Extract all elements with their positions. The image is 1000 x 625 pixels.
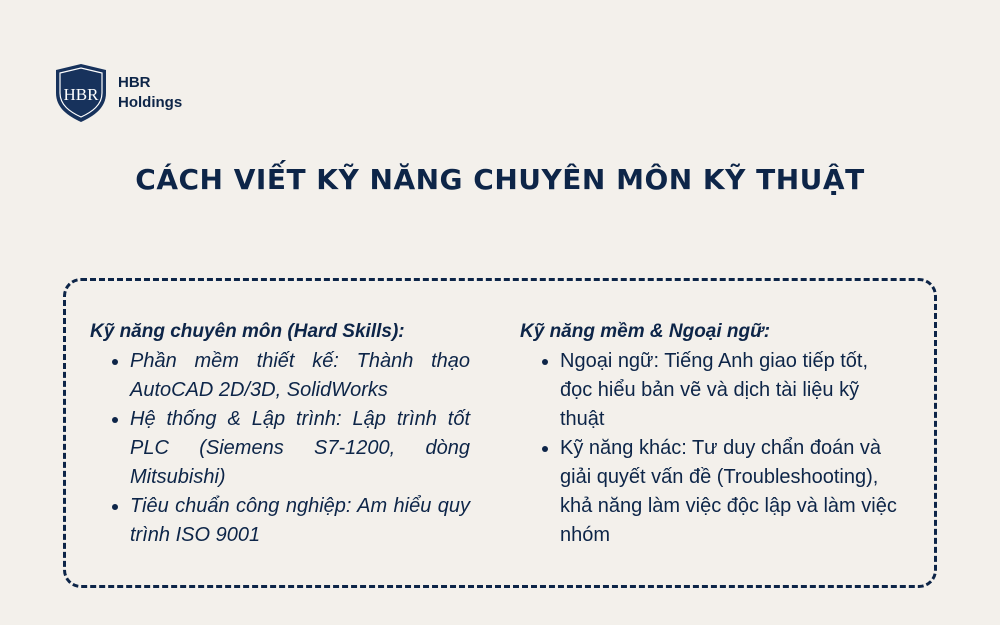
- list-item: • Hệ thống & Lập trình: Lập trình tốt PLC (Siemens S7-1200, dòng Mitsubishi): [130, 405, 470, 492]
- list-item: • Ngoại ngữ: Tiếng Anh giao tiếp tốt, đọc hiểu bản vẽ và dịch tài liệu kỹ thuật: [560, 347, 900, 434]
- hard-skills-heading: Kỹ năng chuyên môn (Hard Skills):: [90, 321, 405, 342]
- logo-line-2: Holdings: [118, 94, 183, 111]
- hard-skills-list: [90, 347, 470, 550]
- list-item: • Tiêu chuẩn công nghiệp: Am hiểu quy trình ISO 9001: [130, 492, 470, 550]
- logo-line-1: HBR: [118, 74, 151, 91]
- page-title: CÁCH VIẾT KỸ NĂNG CHUYÊN MÔN KỸ THUẬT: [135, 163, 865, 196]
- logo-monogram: HBR: [63, 85, 99, 104]
- list-item: • Phần mềm thiết kế: Thành thạo AutoCAD 2D/3D, SolidWorks: [130, 347, 470, 405]
- hbr-shield-icon: [53, 63, 109, 123]
- soft-skills-list: [520, 347, 900, 550]
- list-item: • Kỹ năng khác: Tư duy chẩn đoán và giải quyết vấn đề (Troubleshooting), khả năng làm việc độc lập và làm việc nhóm: [560, 434, 900, 550]
- hard-skills-column: [90, 318, 470, 550]
- soft-skills-heading: Kỹ năng mềm & Ngoại ngữ:: [520, 321, 771, 342]
- logo-wordmark: [118, 73, 182, 113]
- soft-skills-column: [520, 318, 900, 550]
- company-logo: [53, 63, 182, 123]
